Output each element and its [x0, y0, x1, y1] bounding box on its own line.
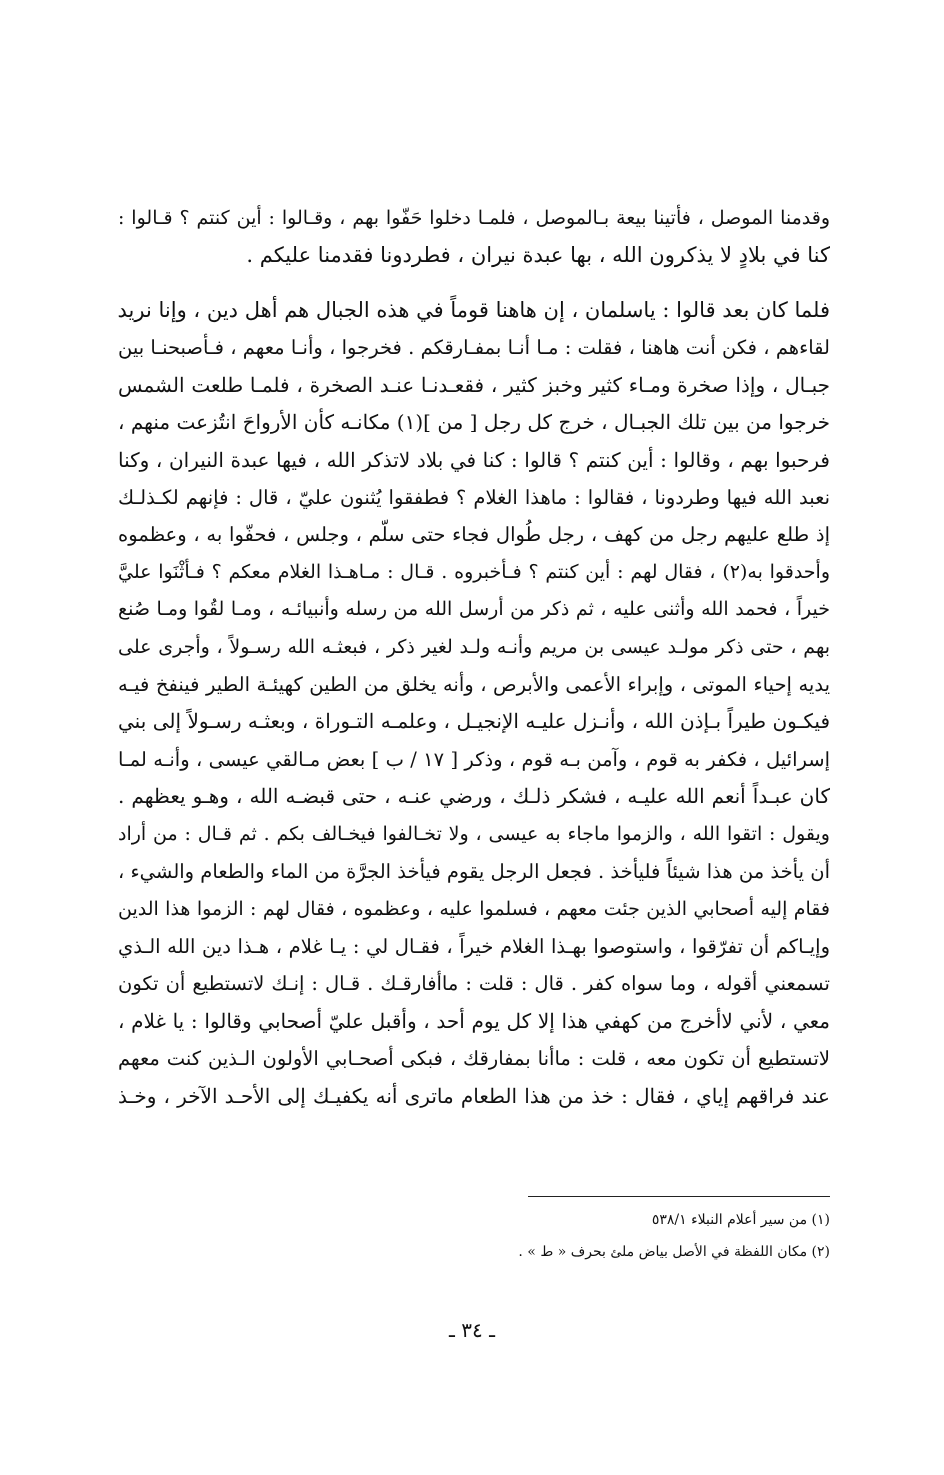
paragraph-1 [118, 200, 830, 275]
text-line: فيكـون طيراً بـإذن الله ، وأنـزل عليـه الإنجيـل ، وعلمـه التـوراة ، وبعثـه رسـولاً إلى بني [118, 709, 830, 734]
text-line: كنا في بلادٍ لا يذكرون الله ، بها عبدة نيران ، فطردونا فقدمنا عليكم . [246, 243, 830, 268]
text-line: يديه إحياء الموتى ، وإبراء الأعمى والأبرص ، وأنه يخلق من الطين كهيئـة الطير فينفخ فيـه [118, 673, 830, 697]
text-line: ويقول : اتقوا الله ، والزموا ماجاء به عيسى ، ولا تخـالفوا فيخـالف بكم . ثم قـال : من أراد [118, 822, 830, 845]
text-line: إذ طلع عليهم رجل من كهف ، رجل طُوال فجاء حتى سلّم ، وجلس ، فحفّوا به ، وعظموه [118, 523, 830, 547]
page-number: ـ ٣٤ ـ [449, 1318, 495, 1342]
text-line: جبـال ، وإذا صخرة ومـاء كثير وخبز كثير ، فقعـدنـا عنـد الصخرة ، فلمـا طلعت الشمس [118, 372, 830, 397]
text-line: بهم ، حتى ذكر مولـد عيسى بن مريم وأنـه ولـد لغير ذكر ، فبعثـه الله رسـولاً ، وأجرى على [118, 635, 830, 658]
text-line: فلما كان بعد قالوا : ياسلمان ، إن هاهنا قوماً في هذه الجبال هم أهل دين ، وإنا نريد [118, 298, 830, 322]
text-line: إسرائيل ، فكفر به قوم ، وآمن بـه قوم ، وذكر [ ١٧ / ب ] بعض مـالقي عيسى ، وأنـه لمـا [118, 747, 830, 771]
footnote-2: (٢) مكان اللفظة في الأصل بياض ملئ بحرف « ط » . [518, 1244, 830, 1260]
text-line: وقدمنا الموصل ، فأتينا بيعة بـالموصل ، فلمـا دخلوا حَفّوا بهم ، وقـالوا : أين كنتم ؟ قـالوا : [118, 207, 830, 229]
text-line: تسمعني أقوله ، وما سواه كفر . قال : قلت : ماأفارقـك . قـال : إنـك لاتستطيع أن تكون [118, 972, 830, 996]
text-line: نعبد الله فيها وطردونا ، فقالوا : ماهذا الغلام ؟ فطفقوا يُثنون عليّ ، قال : فإنهم لكـذلـك [118, 486, 830, 510]
text-line: كان عبـداً أنعم الله عليـه ، فشكر ذلـك ، ورضي عنـه ، حتى قبضـه الله ، وهـو يعظهم . [118, 784, 830, 809]
text-line: لقاءهم ، فكن أنت هاهنا ، فقلت : مـا أنـا بمفـارقكم . فخرجوا ، وأنـا معهم ، فـأصبحنـا بين [118, 336, 830, 360]
text-line: فرحبوا بهم ، وقالوا : أين كنتم ؟ قالوا : كنا في بلاد لاتذكر الله ، فيها عبدة النيران ، وكنا [118, 447, 830, 472]
text-line: خيراً ، فحمد الله وأثنى عليه ، ثم ذكر من أرسل الله من رسله وأنبيائـه ، ومـا لقُوا ومـا صُنع [118, 598, 830, 621]
text-line: وأحدقوا به(٢) ، فقال لهم : أين كنتم ؟ فـأخبروه . قـال : مـاهـذا الغلام معكم ؟ فـأثْنَوا عليَّ [118, 560, 830, 583]
paragraph-2 [118, 292, 830, 1115]
footnote-1: (١) من سير أعلام النبلاء ٥٣٨/١ [651, 1212, 830, 1228]
footnote-divider [528, 1196, 830, 1197]
text-line: وإيـاكم أن تفرّقوا ، واستوصوا بهـذا الغلام خيراً ، فقـال لي : يـا غلام ، هـذا دين الله الـذي [118, 934, 830, 958]
text-line: عند فراقهم إياي ، فقال : خذ من هذا الطعام ماترى أنه يكفيـك إلى الأحـد الآخر ، وخـذ [118, 1083, 830, 1108]
text-line: أن يأخذ من هذا شيئاً فليأخذ . فجعل الرجل يقوم فيأخذ الجرَّة من الماء والطعام والشيء ، [118, 860, 830, 884]
footnotes [300, 1204, 830, 1268]
text-line: معي ، لأني لاأخرج من كهفي هذا إلا كل يوم أحد ، وأقبل عليّ أصحابي وقالوا : يا غلام ، [118, 1008, 830, 1033]
text-line: لاتستطيع أن تكون معه ، قلت : ماأنا بمفارقك ، فبكى أصحـابي الأولون الـذين كنت معهم [118, 1047, 830, 1071]
text-line: فقام إليه أصحابي الذين جئت معهم ، فسلموا عليه ، وعظموه ، فقال لهم : الزموا هذا الدين [118, 897, 830, 920]
text-line: خرجوا من بين تلك الجبـال ، خرج كل رجل [ من ](١) مكانـه كأن الأرواحَ انتُزعت منهم ، [118, 410, 830, 435]
